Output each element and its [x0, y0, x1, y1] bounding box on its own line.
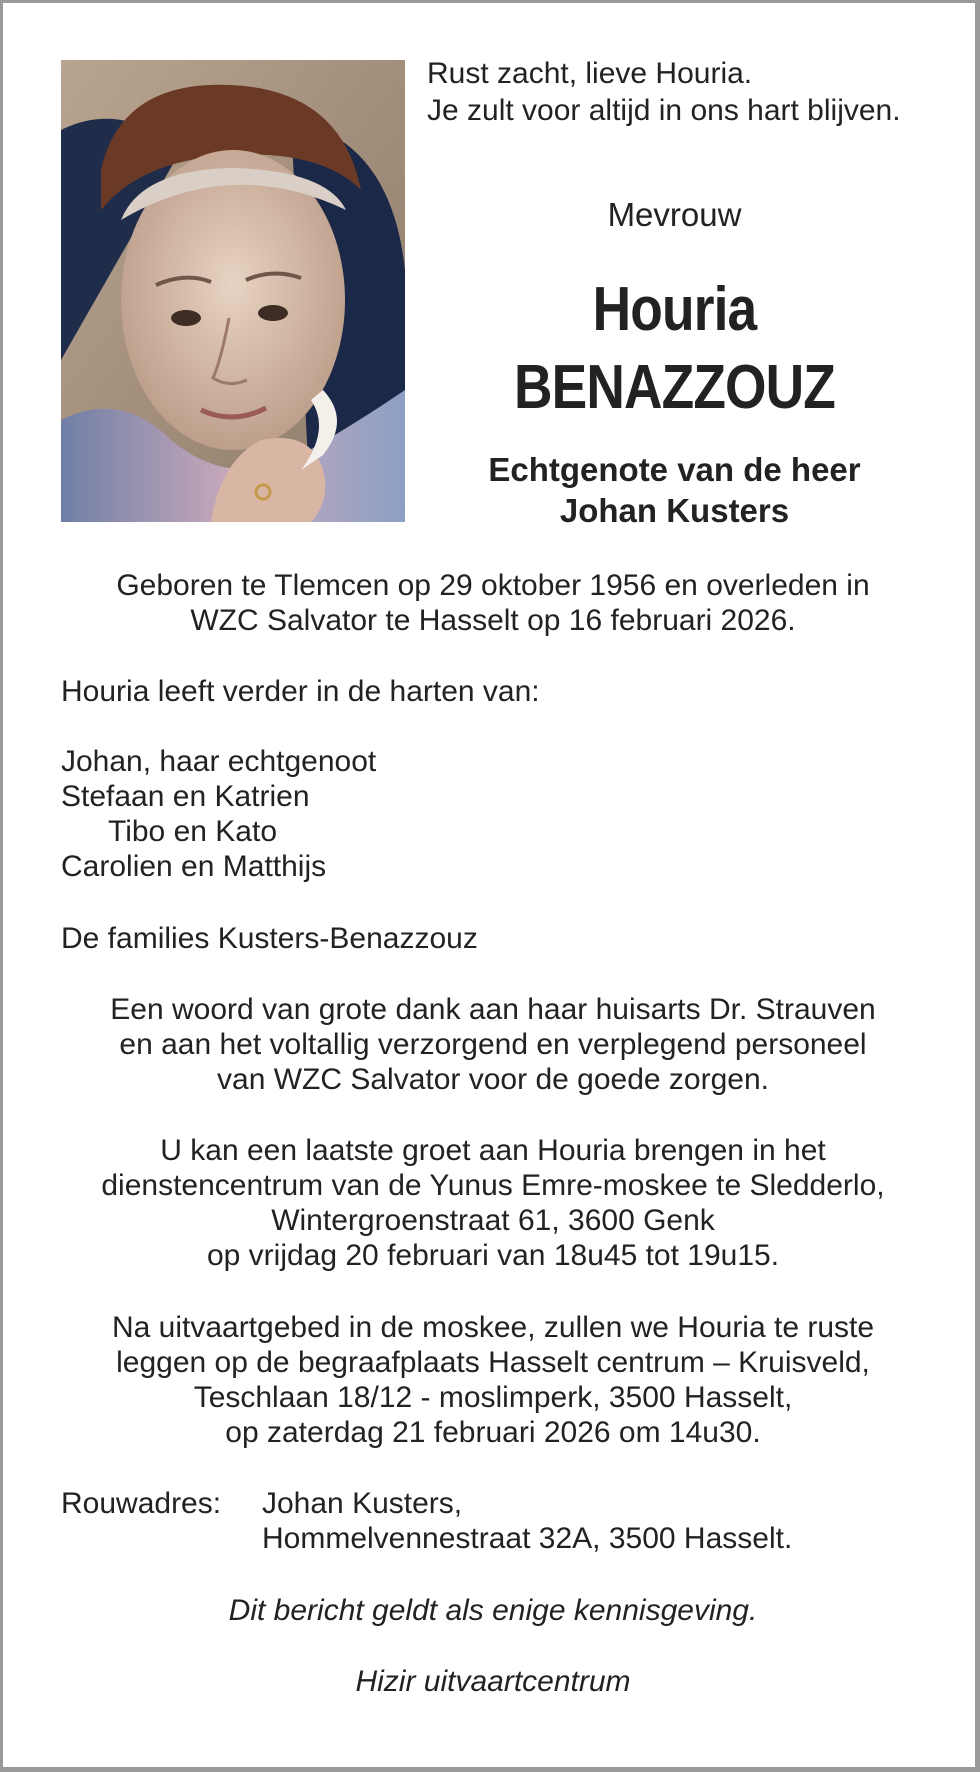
survivors-intro: Houria leeft verder in de harten van:: [61, 675, 540, 708]
spouse-line: Johan Kusters: [559, 492, 790, 529]
last-name: BENAZZOUZ: [513, 353, 836, 422]
burial-line: leggen op de begraafplaats Hasselt centrum – Kruisveld,: [116, 1346, 870, 1379]
family-member: Johan, haar echtgenoot: [61, 745, 377, 778]
family-member: Carolien en Matthijs: [61, 850, 327, 883]
visitation-line: Wintergroenstraat 61, 3600 Genk: [271, 1204, 715, 1237]
birth-line: WZC Salvator te Hasselt op 16 februari 2026.: [190, 604, 796, 637]
visitation-line: dienstencentrum van de Yunus Emre-moskee te Sledderlo,: [101, 1169, 885, 1202]
thanks-line: Een woord van grote dank aan haar huisarts Dr. Strauven: [110, 993, 876, 1026]
families-line: De families Kusters-Benazzouz: [61, 922, 478, 955]
verse-line: Rust zacht, lieve Houria.: [427, 57, 753, 90]
address-line: Johan Kusters,: [262, 1487, 463, 1520]
thanks-line: en aan het voltallig verzorgend en verplegend personeel: [119, 1028, 867, 1061]
portrait-image: [61, 60, 405, 522]
thanks-line: van WZC Salvator voor de goede zorgen.: [217, 1063, 769, 1096]
first-name: Houria: [592, 275, 757, 344]
family-member: Tibo en Kato: [108, 815, 277, 848]
portrait-photo: [61, 60, 405, 522]
burial-line: Na uitvaartgebed in de moskee, zullen we Houria te ruste: [111, 1311, 875, 1344]
burial-line: Teschlaan 18/12 - moslimperk, 3500 Hasselt,: [193, 1381, 793, 1414]
notice-line: Dit bericht geldt als enige kennisgeving.: [228, 1594, 758, 1627]
obituary-card: [3, 3, 975, 1767]
visitation-line: op vrijdag 20 februari van 18u45 tot 19u15.: [206, 1239, 780, 1272]
verse: [427, 55, 901, 129]
birth-death-info: [63, 568, 923, 638]
mourning-address-lines: [262, 1486, 792, 1556]
deceased-name: [462, 271, 888, 427]
family-member: Stefaan en Katrien: [61, 780, 310, 813]
burial-line: op zaterdag 21 februari 2026 om 14u30.: [225, 1416, 761, 1449]
family-list: [61, 744, 376, 884]
verse-line: Je zult voor altijd in ons hart blijven.: [427, 94, 901, 127]
address-line: Hommelvennestraat 32A, 3500 Hasselt.: [262, 1522, 793, 1555]
thanks-paragraph: [63, 992, 923, 1097]
spouse-line: Echtgenote van de heer: [488, 451, 861, 488]
visitation-paragraph: [63, 1133, 923, 1273]
spouse-info: [427, 449, 922, 531]
mourning-address-label: Rouwadres:: [61, 1487, 222, 1520]
visitation-line: U kan een laatste groet aan Houria brengen in het: [160, 1134, 826, 1167]
honorific: Mevrouw: [607, 196, 742, 233]
birth-line: Geboren te Tlemcen op 29 oktober 1956 en overleden in: [116, 569, 870, 602]
burial-paragraph: [63, 1310, 923, 1450]
funeral-home: Hizir uitvaartcentrum: [355, 1665, 631, 1698]
